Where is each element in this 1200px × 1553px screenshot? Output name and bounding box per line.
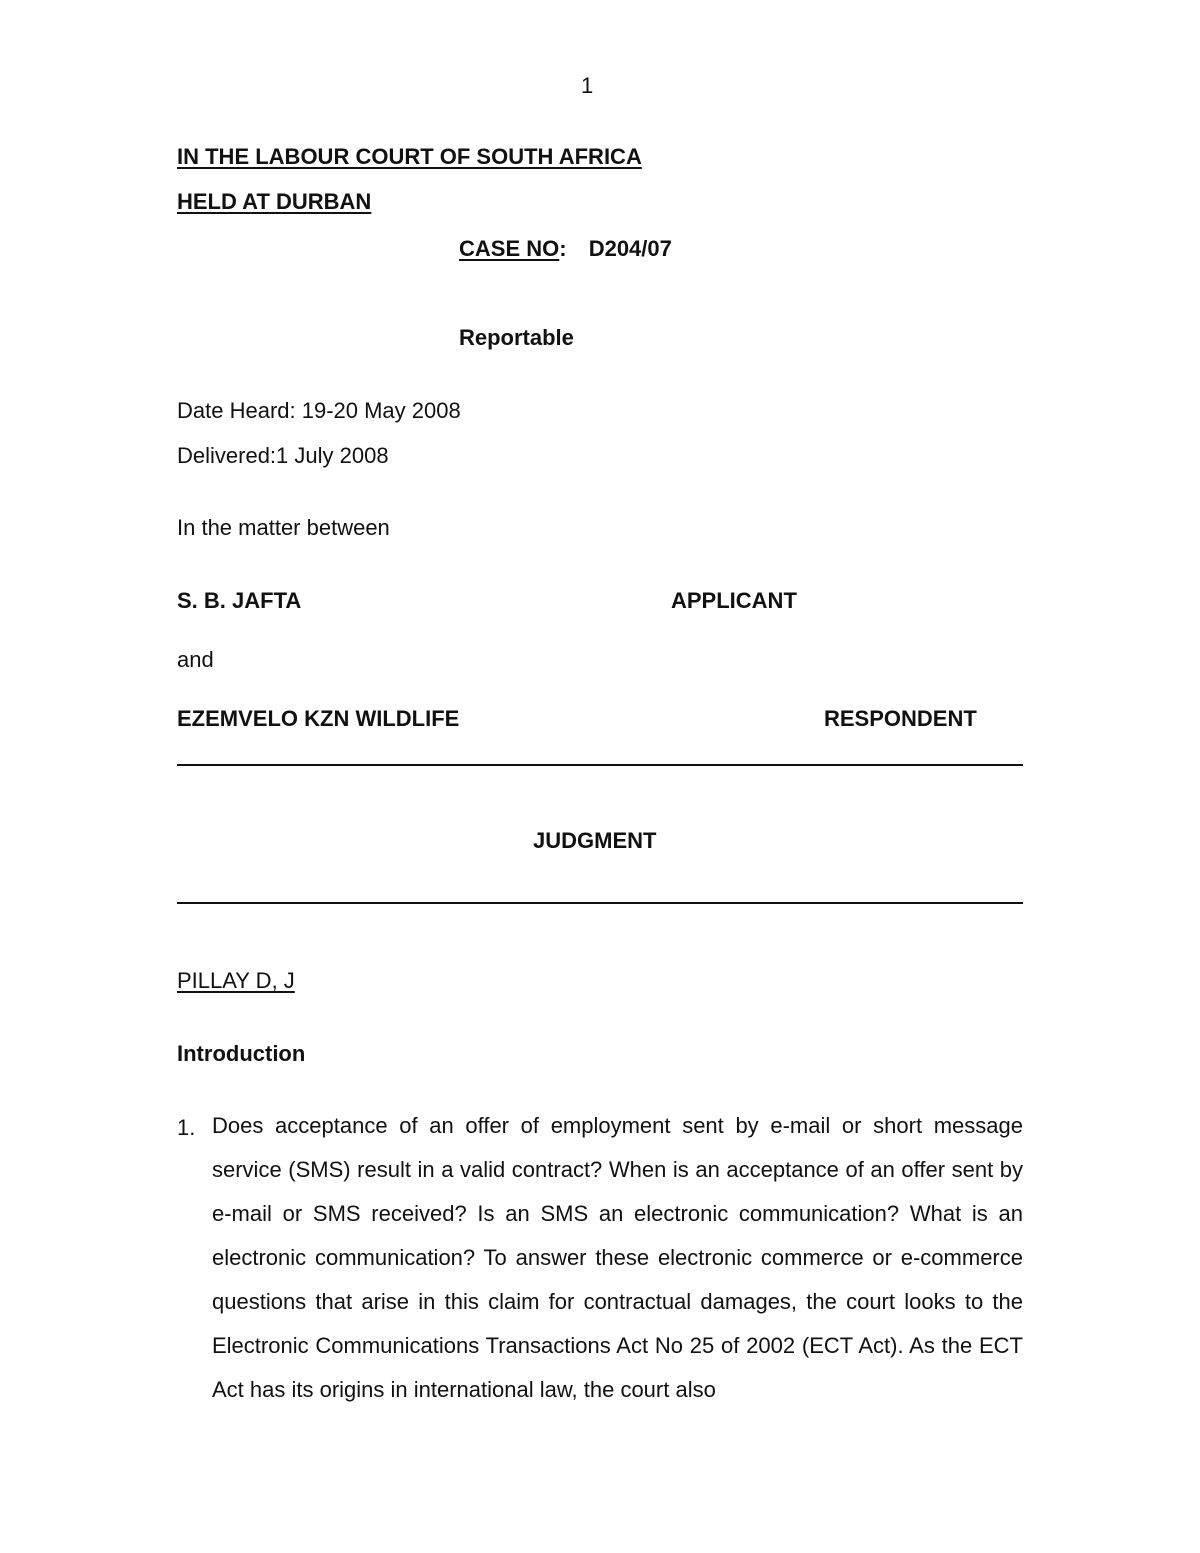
paragraph-number: 1. xyxy=(177,1115,196,1140)
case-number-separator: : xyxy=(559,236,567,261)
bottom-divider xyxy=(177,902,1023,904)
top-divider xyxy=(177,764,1023,766)
court-name: IN THE LABOUR COURT OF SOUTH AFRICA xyxy=(177,144,642,169)
case-number-value: D204/07 xyxy=(588,236,672,261)
judgment-title: JUDGMENT xyxy=(533,828,657,853)
party-conjunction: and xyxy=(177,647,214,672)
applicant-name: S. B. JAFTA xyxy=(177,588,302,613)
paragraph-text: Does acceptance of an offer of employment sent by e-mail or short message service (SMS) result in a valid contract? When is an acceptance of an offer sent by e-mail or SMS received? Is an SMS an electronic communication? What is an electronic communication? To answer these electronic commerce or e-commerce questions that arise in this claim for contractual damages, the court looks to the Electronic Communications Transactions Act No 25 of 2002 (ECT Act). As the ECT Act has its origins in international law, the court also xyxy=(212,1113,1023,1402)
judge-name: PILLAY D, J xyxy=(177,968,295,993)
applicant-role: APPLICANT xyxy=(671,588,797,613)
page-number: 1 xyxy=(581,73,594,98)
section-heading: Introduction xyxy=(177,1041,306,1066)
court-location: HELD AT DURBAN xyxy=(177,189,372,214)
date-delivered: Delivered:1 July 2008 xyxy=(177,443,389,468)
reportable-label: Reportable xyxy=(459,325,574,350)
date-heard: Date Heard: 19-20 May 2008 xyxy=(177,398,461,423)
respondent-role: RESPONDENT xyxy=(824,706,977,731)
respondent-name: EZEMVELO KZN WILDLIFE xyxy=(177,706,460,731)
matter-intro: In the matter between xyxy=(177,515,390,540)
case-number-line xyxy=(459,238,672,260)
case-number-label: CASE NO xyxy=(459,236,560,261)
